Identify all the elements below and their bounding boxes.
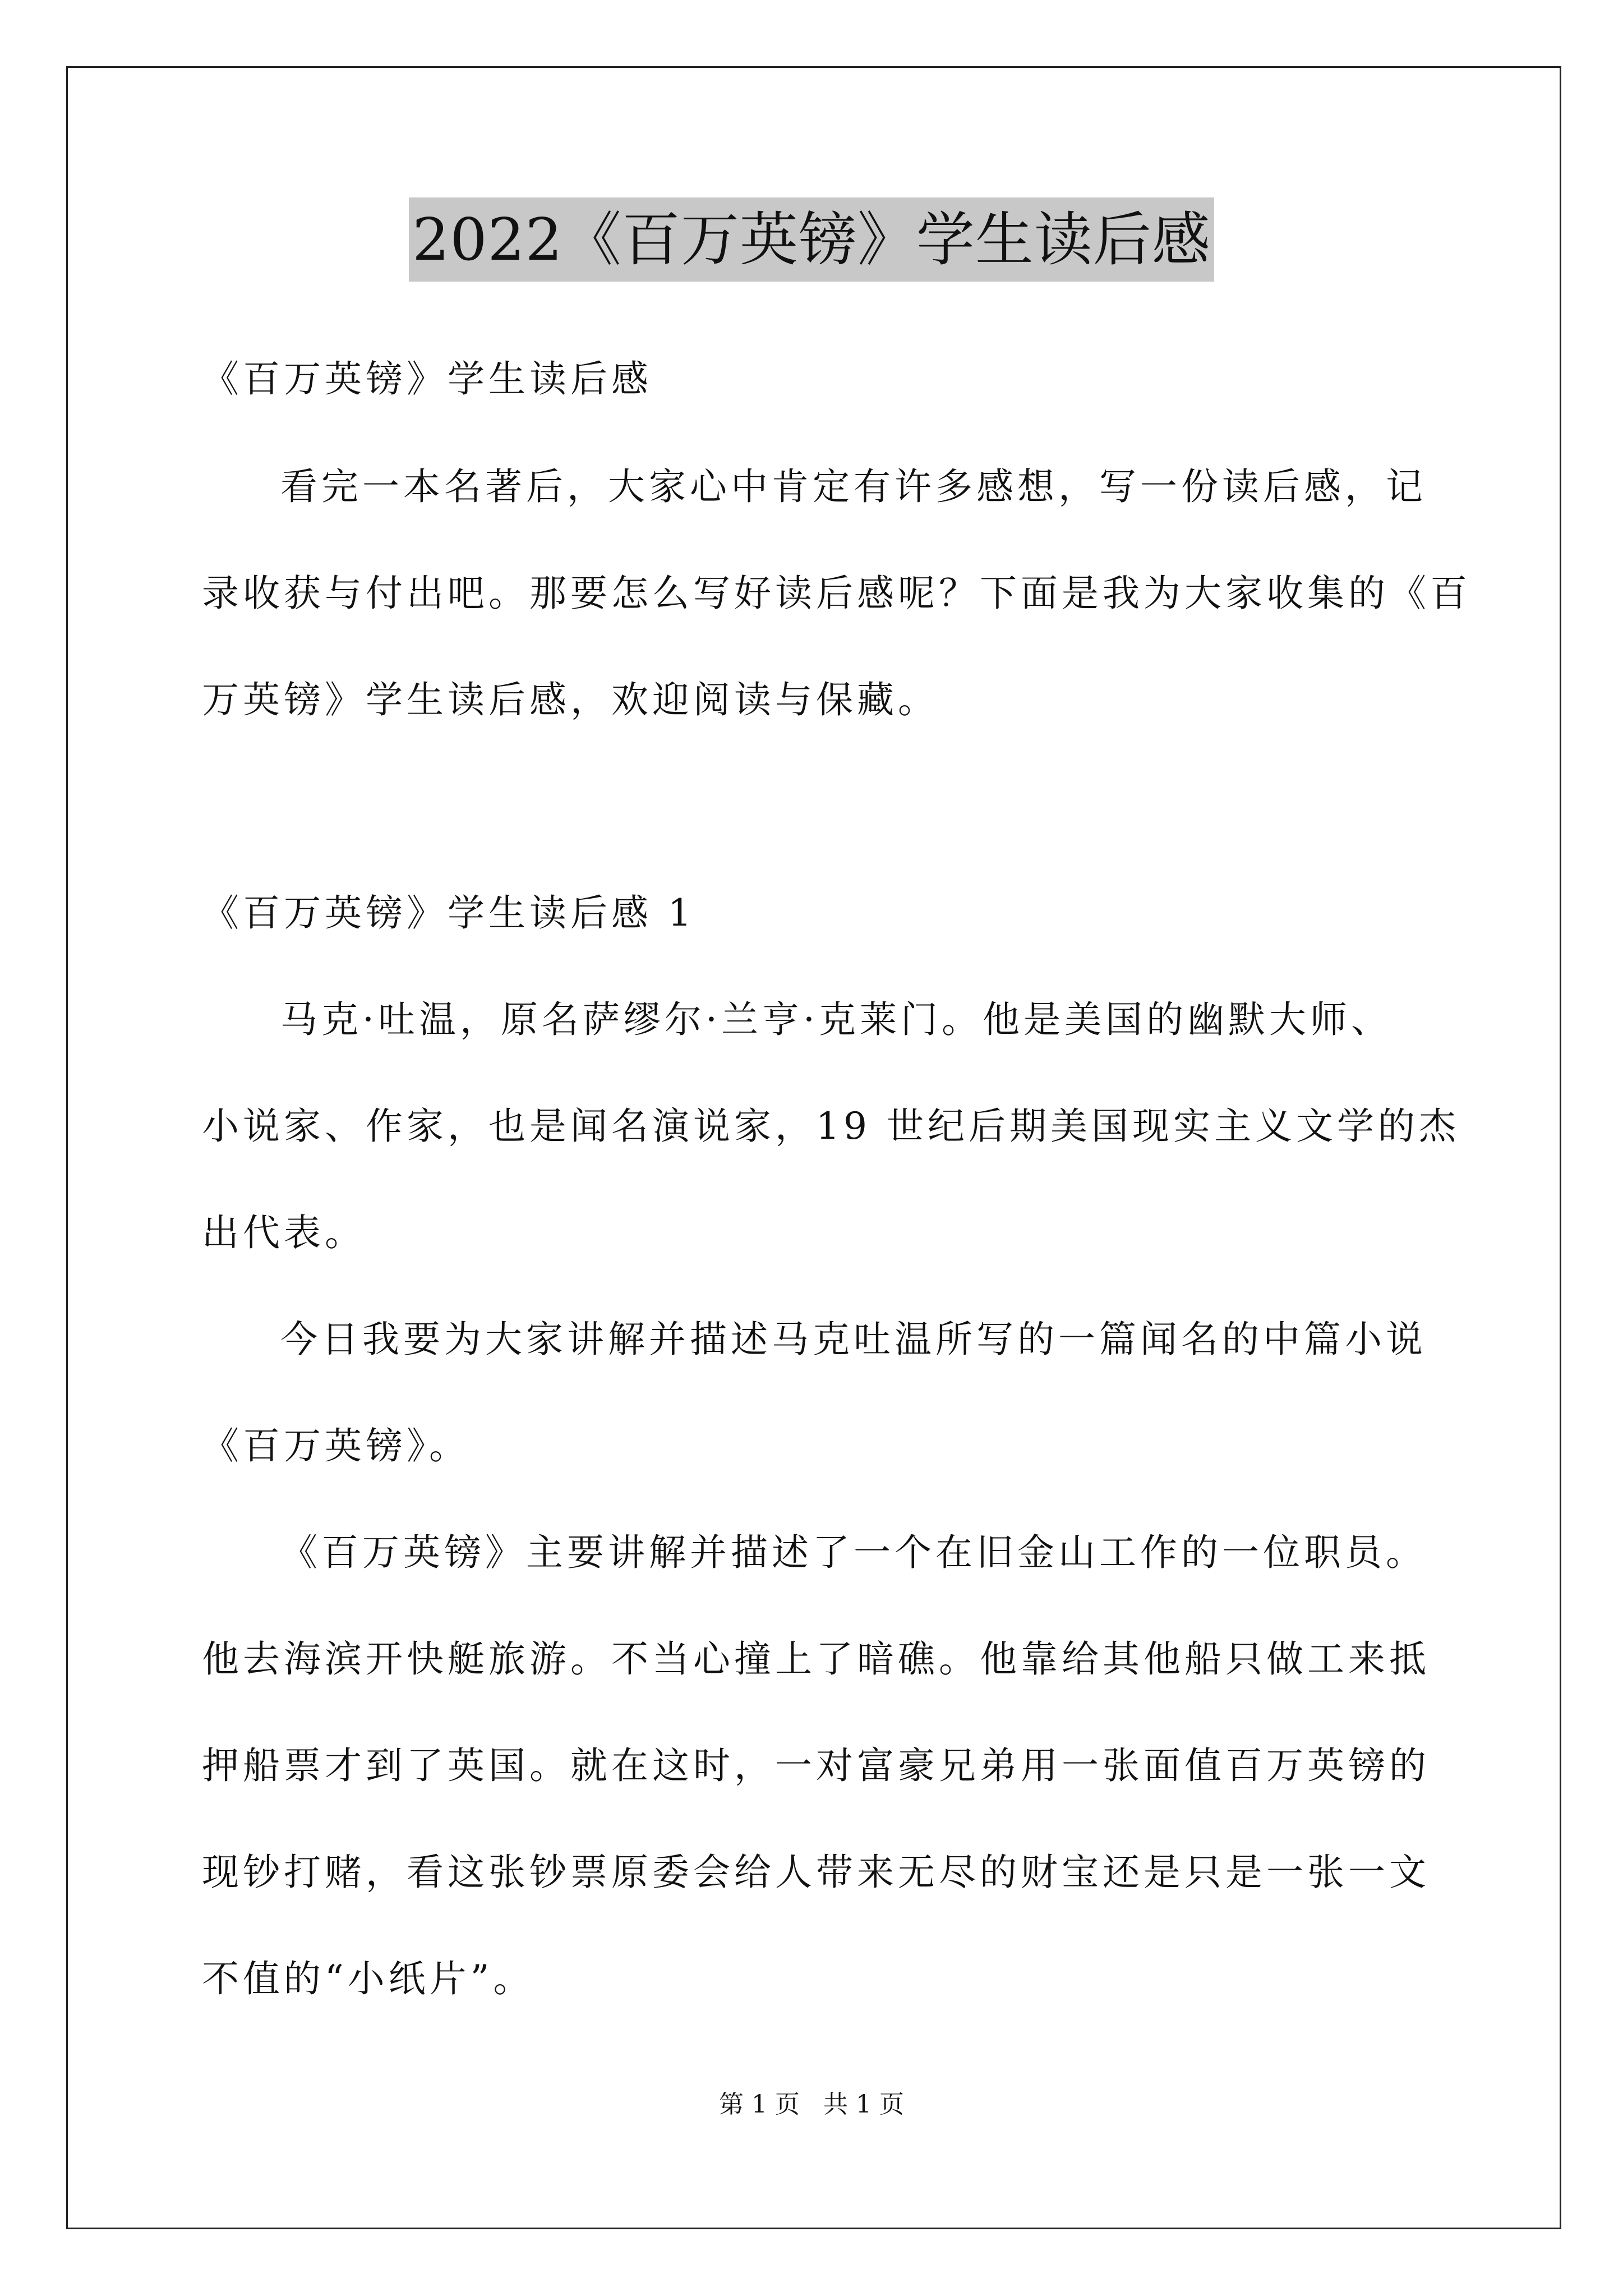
subtitle: 《百万英镑》学生读后感 (202, 357, 652, 401)
paragraph-line: 押船票才到了英国。就在这时，一对富豪兄弟用一张面值百万英镑的 (202, 1744, 1430, 1787)
paragraph-line: 现钞打赌，看这张钞票原委会给人带来无尽的财宝还是只是一张一文 (202, 1851, 1430, 1894)
paragraph-line: 他去海滨开快艇旅游。不当心撞上了暗礁。他靠给其他船只做工来抵 (202, 1637, 1430, 1681)
intro-line: 录收获与付出吧。那要怎么写好读后感呢？下面是我为大家收集的《百 (202, 572, 1471, 615)
paragraph-line: 出代表。 (202, 1211, 366, 1254)
paragraph-line: 《百万英镑》主要讲解并描述了一个在旧金山工作的一位职员。 (280, 1531, 1427, 1574)
intro-line: 看完一本名著后，大家心中肯定有许多感想，写一份读后感，记 (280, 465, 1427, 508)
title-container (0, 197, 1623, 282)
document-title: 2022《百万英镑》学生读后感 (409, 197, 1214, 282)
paragraph-line: 不值的“小纸片”。 (202, 1957, 534, 2000)
paragraph-line: 马克·吐温，原名萨缪尔·兰亨·克莱门。他是美国的幽默大师、 (280, 998, 1392, 1041)
page-footer: 第 1 页 共 1 页 (719, 2090, 904, 2119)
paragraph-line: 小说家、作家，也是闻名演说家，19 世纪后期美国现实主义文学的杰 (202, 1105, 1460, 1148)
section-heading: 《百万英镑》学生读后感 1 (202, 891, 695, 935)
paragraph-line: 今日我要为大家讲解并描述马克吐温所写的一篇闻名的中篇小说 (280, 1318, 1427, 1361)
paragraph-line: 《百万英镑》。 (202, 1424, 470, 1467)
intro-line: 万英镑》学生读后感，欢迎阅读与保藏。 (202, 678, 939, 721)
